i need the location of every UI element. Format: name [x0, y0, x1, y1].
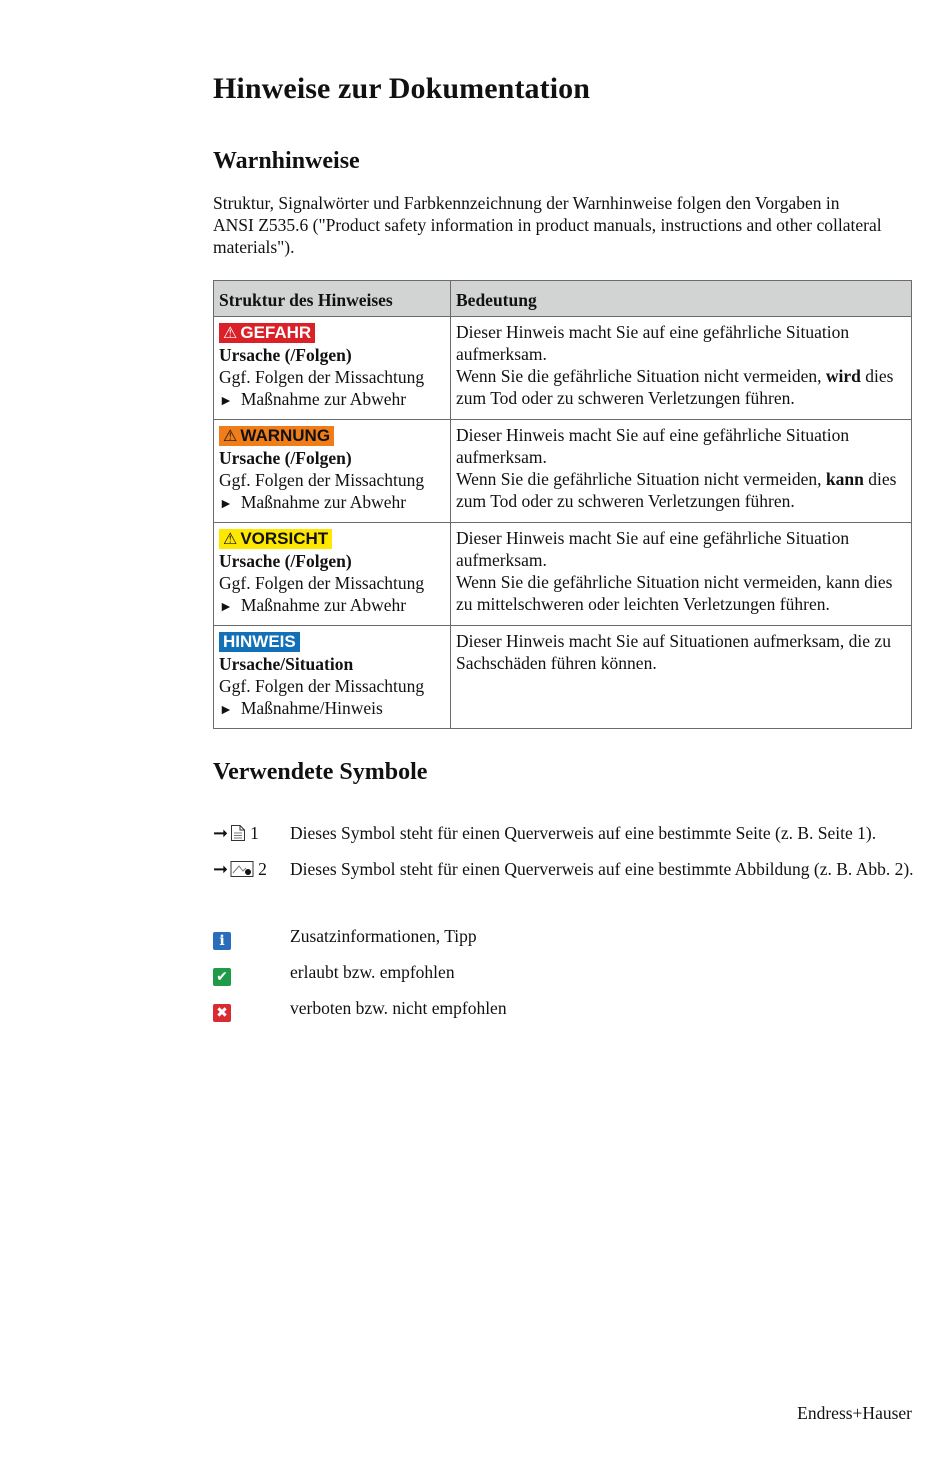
action-label: Maßnahme zur Abwehr [240, 595, 407, 615]
signal-word: HINWEIS [223, 632, 296, 651]
consequence-label: Ggf. Folgen der Missachtung [219, 470, 425, 490]
intro-line: Struktur, Signalwörter und Farbkennzeichnung der Warnhinweise folgen den Vorgaben in [213, 193, 840, 213]
structure-cell [214, 626, 451, 729]
symbol-description: verboten bzw. nicht empfohlen [290, 998, 507, 1018]
action-line [219, 388, 445, 413]
action-arrow-icon: ► [219, 497, 233, 512]
allowed-symbol [213, 964, 231, 986]
forbidden-symbol [213, 1000, 231, 1022]
check-icon: ✔ [213, 968, 231, 986]
structure-cell [214, 523, 451, 626]
symbol-description: erlaubt bzw. empfohlen [290, 962, 455, 982]
footer-brand: Endress+Hauser [797, 1403, 912, 1423]
meaning-cell [451, 523, 912, 626]
action-line [219, 594, 445, 619]
arrow-right-icon: ➞ [213, 823, 229, 843]
action-arrow-icon: ► [219, 703, 233, 718]
table-row [214, 626, 912, 729]
table-header-row [214, 281, 912, 317]
signal-word: GEFAHR [240, 323, 312, 342]
action-label: Maßnahme zur Abwehr [240, 492, 407, 512]
symbol-row [213, 961, 950, 985]
info-icon: i [213, 932, 231, 950]
action-arrow-icon: ► [219, 394, 233, 409]
meaning-text [456, 468, 906, 490]
action-label: Maßnahme zur Abwehr [240, 389, 407, 409]
table-row [214, 523, 912, 626]
table-row [214, 420, 912, 523]
meaning-cell [451, 317, 912, 420]
warning-triangle-icon: ⚠ [223, 428, 238, 445]
symbol-row [213, 858, 950, 882]
meaning-text: zu mittelschweren oder leichten Verletzungen führen. [456, 594, 830, 614]
meaning-text: aufmerksam. [456, 447, 547, 467]
cause-label: Ursache (/Folgen) [219, 448, 352, 468]
meaning-text-part: dies [863, 469, 897, 489]
meaning-text: zum Tod oder zu schweren Verletzungen führen. [456, 491, 795, 511]
meaning-text [456, 365, 906, 387]
meaning-text-part: Wenn Sie die gefährliche Situation nicht vermeiden, [456, 469, 826, 489]
action-line [219, 697, 445, 722]
warning-triangle-icon: ⚠ [223, 325, 238, 342]
structure-cell [214, 317, 451, 420]
cause-label: Ursache (/Folgen) [219, 345, 352, 365]
consequence-label: Ggf. Folgen der Missachtung [219, 573, 425, 593]
reference-number: 1 [250, 823, 259, 843]
symbols-heading: Verwendete Symbole [213, 759, 428, 785]
warnings-intro [213, 192, 912, 258]
cause-label: Ursache (/Folgen) [219, 551, 352, 571]
meaning-text: aufmerksam. [456, 550, 547, 570]
meaning-text: Wenn Sie die gefährliche Situation nicht vermeiden, kann dies [456, 572, 893, 592]
cause-label: Ursache/Situation [219, 654, 354, 674]
action-arrow-icon: ► [219, 600, 233, 615]
structure-cell [214, 420, 451, 523]
arrow-right-icon: ➞ [213, 859, 229, 879]
figure-reference-symbol [213, 858, 267, 880]
intro-line: materials"). [213, 237, 295, 257]
warning-triangle-icon: ⚠ [223, 531, 238, 548]
meaning-text: aufmerksam. [456, 344, 547, 364]
warning-structure-table [213, 280, 912, 729]
meaning-emphasis: wird [825, 366, 861, 386]
symbol-row [213, 997, 950, 1021]
meaning-text-part: Wenn Sie die gefährliche Situation nicht vermeiden, [456, 366, 826, 386]
symbol-description: Zusatzinformationen, Tipp [290, 926, 477, 946]
symbol-row [213, 822, 950, 846]
page-title: Hinweise zur Dokumentation [213, 72, 591, 105]
action-label: Maßnahme/Hinweis [240, 698, 383, 718]
page-reference-icon [230, 824, 246, 842]
intro-line: ANSI Z535.6 ("Product safety information in product manuals, instructions and other collateral [213, 215, 882, 235]
symbol-description: Dieses Symbol steht für einen Querverweis auf eine bestimmte Seite (z. B. Seite 1). [290, 823, 877, 843]
action-line [219, 491, 445, 516]
meaning-cell [451, 626, 912, 729]
meaning-text: Dieser Hinweis macht Sie auf eine gefährliche Situation [456, 425, 850, 445]
meaning-emphasis: kann [825, 469, 864, 489]
symbol-row [213, 925, 950, 949]
signal-word: WARNUNG [240, 426, 331, 445]
page-reference-symbol [213, 822, 259, 844]
consequence-label: Ggf. Folgen der Missachtung [219, 676, 425, 696]
signal-badge-danger [219, 323, 315, 343]
signal-word: VORSICHT [240, 529, 329, 548]
warnings-heading: Warnhinweise [213, 148, 360, 174]
meaning-text-part: dies [860, 366, 894, 386]
info-symbol [213, 928, 231, 950]
meaning-text: Sachschäden führen können. [456, 653, 657, 673]
header-meaning: Bedeutung [451, 281, 912, 317]
meaning-text: zum Tod oder zu schweren Verletzungen führen. [456, 388, 795, 408]
consequence-label: Ggf. Folgen der Missachtung [219, 367, 425, 387]
signal-badge-notice [219, 632, 300, 652]
symbol-description: Dieses Symbol steht für einen Querverweis auf eine bestimmte Abbildung (z. B. Abb. 2). [290, 859, 914, 879]
table-row [214, 317, 912, 420]
meaning-cell [451, 420, 912, 523]
meaning-text: Dieser Hinweis macht Sie auf Situationen aufmerksam, die zu [456, 631, 891, 651]
meaning-text: Dieser Hinweis macht Sie auf eine gefährliche Situation [456, 322, 850, 342]
signal-badge-caution [219, 529, 332, 549]
reference-number: 2 [258, 859, 267, 879]
signal-badge-warning [219, 426, 334, 446]
meaning-text: Dieser Hinweis macht Sie auf eine gefährliche Situation [456, 528, 850, 548]
header-structure: Struktur des Hinweises [214, 281, 451, 317]
figure-reference-icon [230, 860, 254, 878]
cross-icon: ✖ [213, 1004, 231, 1022]
